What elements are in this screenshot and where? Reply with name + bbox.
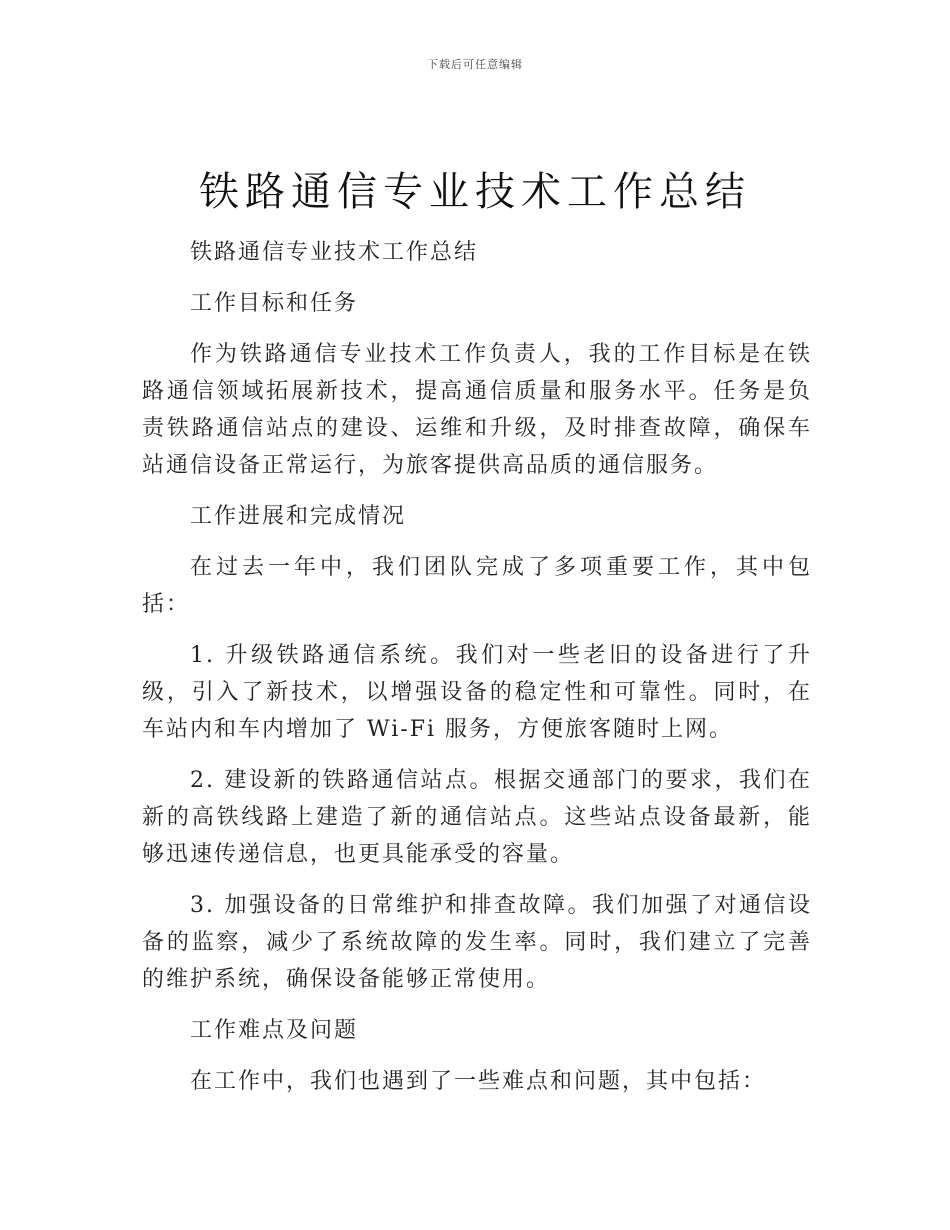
section-heading-difficulties: 工作难点及问题 — [190, 1018, 359, 1043]
subtitle-paragraph: 铁路通信专业技术工作总结 — [190, 240, 479, 265]
document-title: 铁路通信专业技术工作总结 — [199, 169, 751, 215]
list-item-paragraph: 2. 建设新的铁路通信站点。根据交通部门的要求，我们在新的高铁线路上建造了新的通信站点。这些站点设备最新，能够迅速传递信息，也更具能承受的容量。 — [142, 768, 812, 867]
body-paragraph: 在工作中，我们也遇到了一些难点和问题，其中包括： — [190, 1069, 767, 1094]
page-header-note: 下载后可任意编辑 — [427, 58, 523, 71]
document-body — [142, 234, 812, 1114]
list-item-paragraph: 1. 升级铁路通信系统。我们对一些老旧的设备进行了升级，引入了新技术，以增强设备的稳定性和可靠性。同时，在车站内和车内增加了 Wi-Fi 服务，方便旅客随时上网。 — [142, 643, 812, 742]
section-heading-goals: 工作目标和任务 — [190, 291, 359, 316]
list-item-paragraph: 3. 加强设备的日常维护和排查故障。我们加强了对通信设备的监察，减少了系统故障的发生率。同时，我们建立了完善的维护系统，确保设备能够正常使用。 — [142, 893, 812, 992]
section-heading-progress: 工作进展和完成情况 — [190, 504, 407, 529]
body-paragraph: 作为铁路通信专业技术工作负责人，我的工作目标是在铁路通信领域拓展新技术，提高通信质量和服务水平。任务是负责铁路通信站点的建设、运维和升级，及时排查故障，确保车站通信设备正常运行，为旅客提供高品质的通信服务。 — [142, 342, 812, 478]
body-paragraph: 在过去一年中，我们团队完成了多项重要工作，其中包括： — [142, 555, 812, 617]
